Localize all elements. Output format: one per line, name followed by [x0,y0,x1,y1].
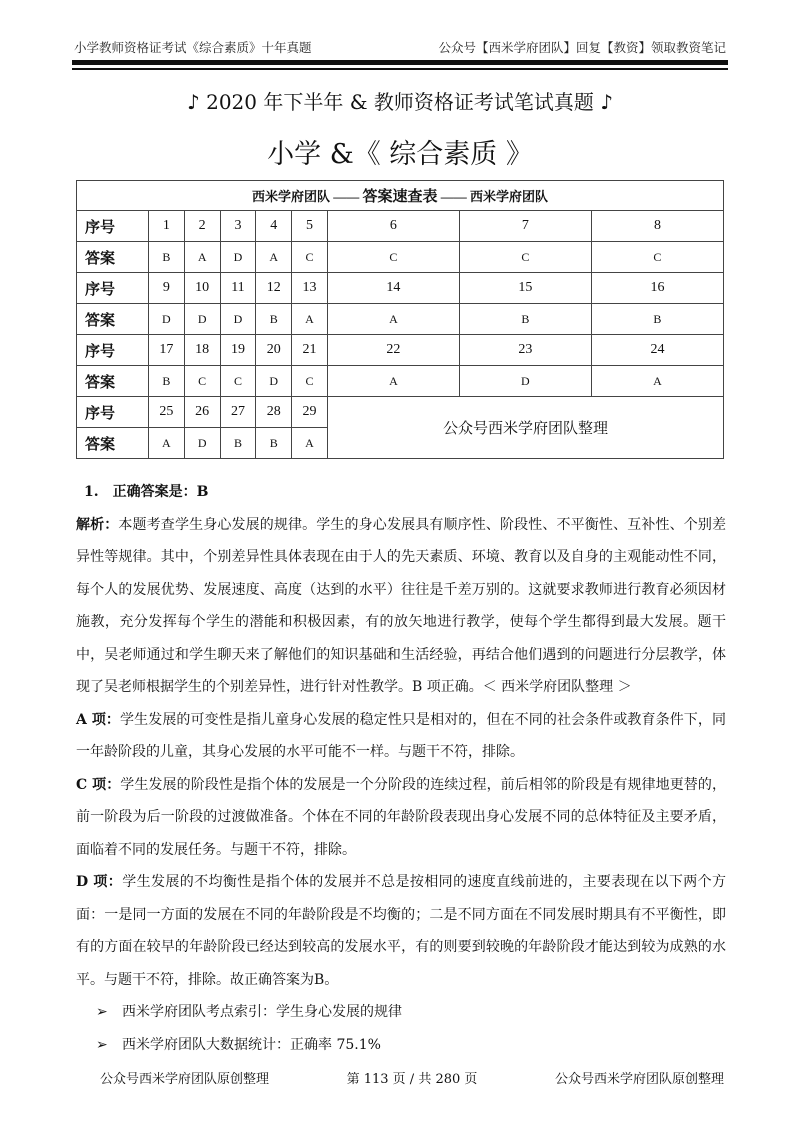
answer-heading-text: 1. 正确答案是：B [84,484,209,500]
number-cell: 17 [149,335,185,366]
number-cell: 4 [256,211,292,242]
number-cell: 19 [220,335,256,366]
answer-cell: A [256,242,292,273]
number-cell: 16 [591,273,723,304]
caption-mid: 答案速查表 [362,189,438,205]
question-explanation [76,476,726,1061]
answer-cell: A [327,304,459,335]
option-a-label: A 项： [76,711,121,728]
number-row [77,273,724,304]
answer-cell: D [220,242,256,273]
answer-cell: D [184,428,220,459]
number-cell: 8 [591,211,723,242]
number-cell: 18 [184,335,220,366]
answer-cell: B [149,242,185,273]
number-row [77,397,724,428]
table-note: 公众号西米学府团队整理 [327,397,723,459]
answer-cell: D [459,366,591,397]
number-label: 序号 [77,211,149,242]
number-cell: 20 [256,335,292,366]
number-cell: 28 [256,397,292,428]
bullet-text: 西米学府团队考点索引：学生身心发展的规律 [122,1004,402,1020]
answer-cell: B [256,428,292,459]
answer-cell: B [220,428,256,459]
number-cell: 23 [459,335,591,366]
answer-cell: A [591,366,723,397]
answer-table [76,180,724,459]
number-cell: 27 [220,397,256,428]
header-rule-thick [72,60,728,65]
answer-cell: C [184,366,220,397]
page-subtitle: 小学 &《 综合素质 》 [267,139,533,170]
number-cell: 24 [591,335,723,366]
option-a-text: 学生发展的可变性是指儿童身心发展的稳定性只是相对的，但在不同的社会条件或教育条件下，同一年龄阶段的儿童，其身心发展的水平可能不一样。与题干不符，排除。 [76,711,726,760]
answer-cell: B [149,366,185,397]
option-c-paragraph [76,769,726,867]
answer-cell: D [220,304,256,335]
answer-cell: C [292,242,328,273]
answer-cell: C [327,242,459,273]
header-rule-thin [72,68,728,70]
answer-cell: C [220,366,256,397]
answer-cell: B [256,304,292,335]
answer-heading [76,476,726,509]
answer-cell: A [292,428,328,459]
number-cell: 14 [327,273,459,304]
bullet-text: 西米学府团队大数据统计：正确率 75.1% [122,1036,381,1053]
number-cell: 6 [327,211,459,242]
analysis-text: 本题考查学生身心发展的规律。学生的身心发展具有顺序性、阶段性、不平衡性、互补性、个别差异性等规律。其中，个别差异性具体表现在由于人的先天素质、环境、教育以及自身的主观能动性不同，每个人的发展优势、发展速度、高度（达到的水平）往往是千差万别的。这就要求教师进行教育必须因材施教，充分发挥每个学生的潜能和积极因素，有的放矢地进行教学，使每个学生都得到最大发展。题干中，吴老师通过和学生聊天来了解他们的知识基础和生活经验，再结合他们遇到的问题进行分层教学，体现了吴老师根据学生的个别差异性，进行针对性教学。B 项正确。＜ 西米学府团队整理 ＞ [76,516,727,695]
number-cell: 15 [459,273,591,304]
number-cell: 9 [149,273,185,304]
option-c-text: 学生发展的阶段性是指个体的发展是一个分阶段的连续过程，前后相邻的阶段是有规律地更替的，前一阶段为后一阶段的过渡做准备。个体在不同的年龄阶段表现出身心发展不同的总体特征及主要矛盾，面临着不同的发展任务。与题干不符，排除。 [76,776,726,858]
arrow-bullet-icon: ➢ [96,1036,108,1053]
page-footer [100,1068,724,1087]
answer-table-caption [77,181,724,211]
analysis-label: 解析： [76,516,119,533]
answer-row [77,304,724,335]
answer-cell: A [149,428,185,459]
option-c-label: C 项： [76,776,121,793]
page-title: ♪ 2020 年下半年 & 教师资格证考试笔试真题 ♪ [186,90,613,114]
header-left: 小学教师资格证考试《综合素质》十年真题 [74,40,312,55]
answer-label: 答案 [77,242,149,273]
number-label: 序号 [77,397,149,428]
number-cell: 12 [256,273,292,304]
number-cell: 11 [220,273,256,304]
option-d-paragraph [76,866,726,996]
answer-row [77,366,724,397]
option-a-paragraph [76,704,726,769]
answer-label: 答案 [77,366,149,397]
answer-label: 答案 [77,304,149,335]
number-row [77,335,724,366]
bullet-item [76,1029,726,1062]
analysis-paragraph [76,509,726,704]
number-cell: 25 [149,397,185,428]
page-header [74,38,726,56]
answer-label: 答案 [77,428,149,459]
number-cell: 7 [459,211,591,242]
answer-cell: C [292,366,328,397]
option-d-text: 学生发展的不均衡性是指个体的发展并不总是按相同的速度直线前进的，主要表现在以下两个方面：一是同一方面的发展在不同的年龄阶段是不均衡的；二是不同方面在不同发展时期具有不平衡性，即有的方面在较早的年龄阶段已经达到较高的发展水平，有的则要到较晚的年龄阶段才能达到较为成熟的水平。与题干不符，排除。故正确答案为B。 [76,874,727,988]
answer-cell: C [459,242,591,273]
number-cell: 1 [149,211,185,242]
caption-left: 西米学府团队 —— [251,189,360,204]
number-cell: 2 [184,211,220,242]
answer-cell: A [184,242,220,273]
number-cell: 22 [327,335,459,366]
number-label: 序号 [77,335,149,366]
number-cell: 5 [292,211,328,242]
number-cell: 13 [292,273,328,304]
footer-right: 公众号西米学府团队原创整理 [554,1072,724,1087]
answer-cell: A [292,304,328,335]
arrow-bullet-icon: ➢ [96,1004,108,1020]
number-cell: 26 [184,397,220,428]
answer-cell: D [256,366,292,397]
caption-right: —— 西米学府团队 [440,189,549,204]
answer-cell: B [591,304,723,335]
answer-cell: D [184,304,220,335]
answer-cell: B [459,304,591,335]
number-cell: 10 [184,273,220,304]
number-cell: 21 [292,335,328,366]
number-label: 序号 [77,273,149,304]
answer-cell: C [591,242,723,273]
header-right: 公众号【西米学府团队】回复【教资】领取教资笔记 [438,40,726,55]
bullet-item [76,996,726,1029]
answer-cell: D [149,304,185,335]
option-d-label: D 项： [76,874,123,890]
page-number: 第 113 页 / 共 280 页 [346,1072,478,1087]
answer-row [77,242,724,273]
number-cell: 29 [292,397,328,428]
answer-cell: A [327,366,459,397]
number-cell: 3 [220,211,256,242]
number-row [77,211,724,242]
footer-left: 公众号西米学府团队原创整理 [100,1072,270,1087]
